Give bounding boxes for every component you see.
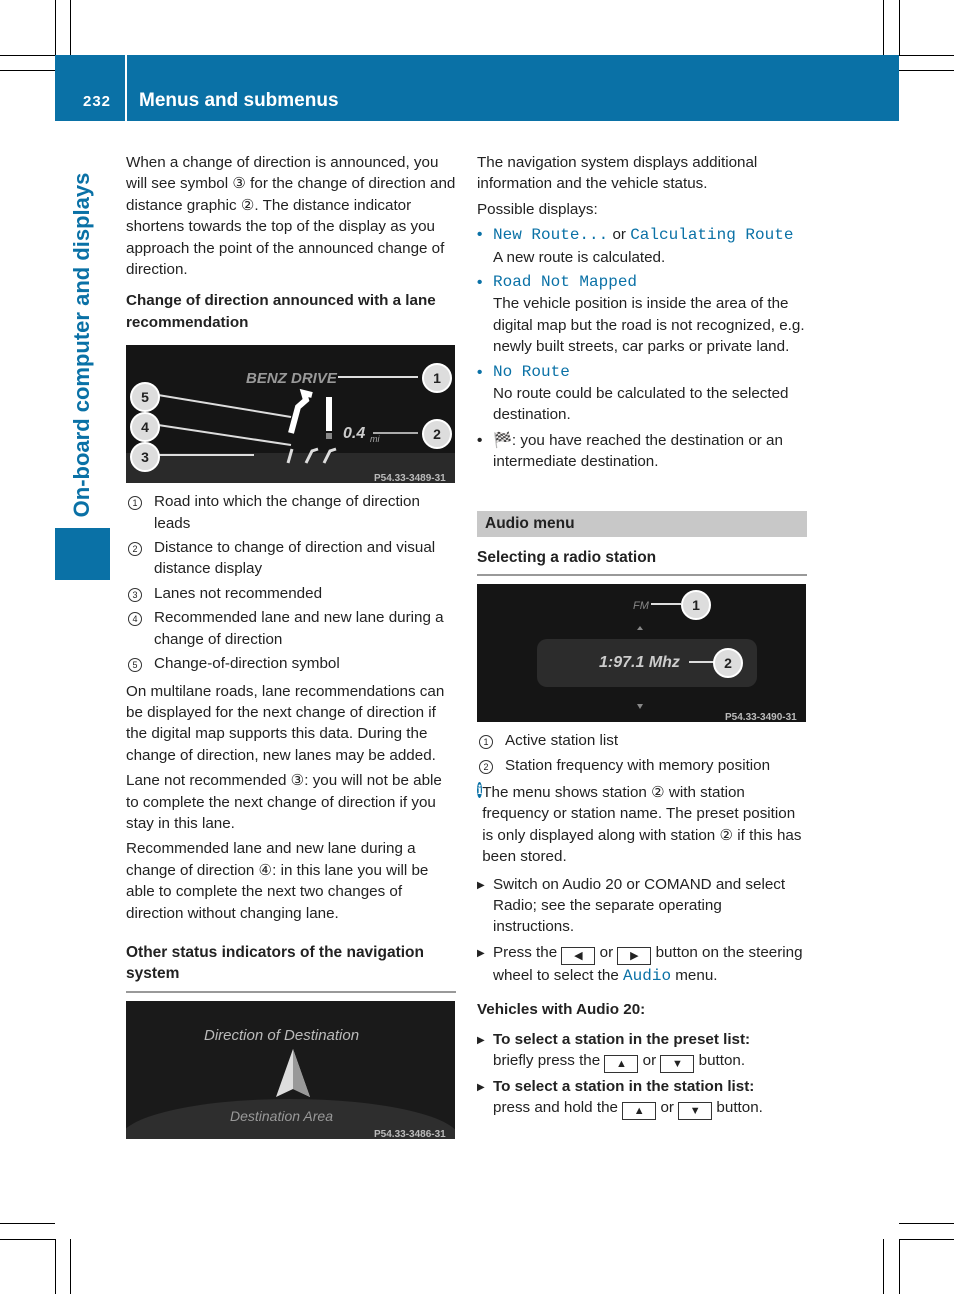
crop-mark	[70, 0, 71, 55]
page-title: Menus and submenus	[139, 90, 339, 111]
instruction-step: ▶ To select a station in the preset list: briefly press the ▲ or ▼ button.	[477, 1029, 807, 1073]
benz-drive-label: BENZ DRIVE	[246, 370, 337, 388]
callout-2: 2	[713, 648, 743, 678]
radio-heading: Selecting a radio station	[477, 548, 657, 566]
image-reference: P54.33-3489-31	[374, 473, 446, 484]
image-reference: P54.33-3486-31	[374, 1128, 446, 1139]
menu-code: Audio	[623, 966, 672, 985]
lane-display-graphic	[126, 345, 455, 483]
crop-mark	[883, 1239, 884, 1294]
image-reference: P54.33-3490-31	[725, 712, 797, 723]
step-arrow-icon: ▶	[477, 1081, 485, 1093]
crop-mark	[70, 1239, 71, 1294]
list-item: 2 Station frequency with memory position	[477, 755, 807, 776]
list-item: 5 Change-of-direction symbol	[126, 653, 456, 674]
crop-mark	[0, 1223, 55, 1224]
crop-mark	[899, 70, 954, 71]
heading-rule	[477, 574, 807, 576]
list-item: 4 Recommended lane and new lane during a change of direction	[126, 607, 456, 650]
destination-screenshot	[126, 1001, 455, 1139]
navigation-lane-screenshot	[126, 345, 455, 483]
crop-mark	[55, 0, 56, 55]
destination-area-label: Destination Area	[230, 1107, 333, 1124]
list-item: • 🏁: you have reached the destination or an intermediate destination.	[477, 431, 783, 471]
heading-rule	[126, 991, 456, 993]
lane-not-recommended-paragraph: Lane not recommended ③: you will not be able to complete the next change of direction if you stay in this lane.	[126, 772, 442, 832]
recommended-lane-paragraph: Recommended lane and new lane during a change of direction ④: in this lane you will be able to complete the next two changes of direction without changing lane.	[126, 840, 429, 922]
instruction-step: ▶ Press the ◀ or ▶ button on the steering wheel to select the Audio menu.	[477, 942, 807, 987]
down-arrow-button-icon: ▼	[678, 1102, 712, 1120]
step-arrow-icon: ▶	[477, 947, 485, 959]
right-column	[477, 152, 807, 1120]
distance-value: 0.4	[343, 425, 366, 443]
callout-5: 5	[130, 382, 160, 412]
radio-screenshot	[477, 584, 806, 722]
instruction-step: ▶ Switch on Audio 20 or COMAND and select Radio; see the separate operating instructions.	[477, 874, 807, 938]
distance-unit: mi	[370, 434, 380, 445]
list-item: • No Route	[477, 362, 807, 383]
crop-mark	[899, 1223, 954, 1224]
header-divider	[125, 55, 127, 121]
crop-mark	[55, 1239, 56, 1294]
step-arrow-icon: ▶	[477, 879, 485, 891]
possible-displays-label: Possible displays:	[477, 200, 598, 218]
step-arrow-icon: ▶	[477, 1034, 485, 1046]
status-code: Calculating Route	[630, 226, 794, 245]
vehicles-heading: Vehicles with Audio 20:	[477, 1001, 646, 1019]
crop-mark	[0, 70, 55, 71]
status-description: A new route is calculated.	[493, 248, 666, 266]
callout-3: 3	[130, 442, 160, 472]
status-heading: Other status indicators of the navigation system	[126, 943, 424, 983]
status-description: No route could be calculated to the selected destination.	[493, 385, 789, 424]
instruction-step: ▶ To select a station in the station list: press and hold the ▲ or ▼ button.	[477, 1076, 807, 1120]
callout-1: 1	[681, 590, 711, 620]
page-header	[55, 55, 899, 121]
list-item: 1 Road into which the change of direction leads	[126, 491, 456, 534]
status-code: No Route	[493, 362, 570, 381]
callout-2: 2	[422, 419, 452, 449]
status-code: Road Not Mapped	[493, 273, 638, 292]
left-arrow-button-icon: ◀	[561, 947, 595, 965]
side-tab-title: On-board computer and displays	[69, 172, 94, 518]
radio-callout-list	[477, 730, 807, 776]
status-description: The vehicle position is inside the area of the digital map but the road is not recognized, e.g. newly built streets, car parks or private land.	[493, 295, 805, 356]
left-column	[126, 152, 456, 1139]
list-item: 2 Distance to change of direction and visual distance display	[126, 537, 456, 580]
page-number: 232	[83, 93, 112, 110]
lane-heading: Change of direction announced with a lane recommendation	[126, 292, 436, 331]
down-arrow-button-icon: ▼	[660, 1055, 694, 1073]
up-arrow-button-icon: ▲	[604, 1055, 638, 1073]
crop-mark	[899, 1239, 954, 1240]
info-icon: i	[477, 782, 482, 797]
crop-mark	[0, 1239, 55, 1240]
list-item: 3 Lanes not recommended	[126, 583, 456, 604]
side-tab-marker	[55, 528, 110, 580]
intro-paragraph: When a change of direction is announced, you will see symbol ③ for the change of direction and distance graphic ②. The distance indicator shortens towards the top of the display as you approach the point of the announced change of direction.	[126, 154, 456, 279]
callout-1: 1	[422, 363, 452, 393]
frequency-display: 1:97.1 Mhz	[599, 654, 680, 672]
crop-mark	[0, 55, 55, 56]
band-label: FM	[633, 600, 649, 613]
crop-mark	[899, 55, 954, 56]
list-item: • Road Not Mapped	[477, 272, 807, 293]
up-arrow-button-icon: ▲	[622, 1102, 656, 1120]
nav-intro-paragraph: The navigation system displays additional information and the vehicle status.	[477, 154, 758, 193]
list-item: 1 Active station list	[477, 730, 807, 751]
crop-mark	[899, 0, 900, 55]
checkered-flag-icon: 🏁	[493, 431, 512, 449]
crop-mark	[883, 0, 884, 55]
callout-4: 4	[130, 412, 160, 442]
right-arrow-button-icon: ▶	[617, 947, 651, 965]
info-note: i The menu shows station ② with station frequency or station name. The preset position is only displayed along with station ② if this has been stored.	[477, 782, 802, 866]
status-code: New Route...	[493, 226, 609, 245]
multilane-paragraph: On multilane roads, lane recommendations can be displayed for the next change of direction if the digital map supports this data. During the change of direction, new lanes may be added.	[126, 682, 445, 764]
callout-list	[126, 491, 456, 674]
section-heading: Audio menu	[477, 511, 807, 537]
crop-mark	[899, 1239, 900, 1294]
list-item: • New Route... or Calculating Route	[477, 226, 794, 245]
direction-label: Direction of Destination	[204, 1026, 360, 1044]
